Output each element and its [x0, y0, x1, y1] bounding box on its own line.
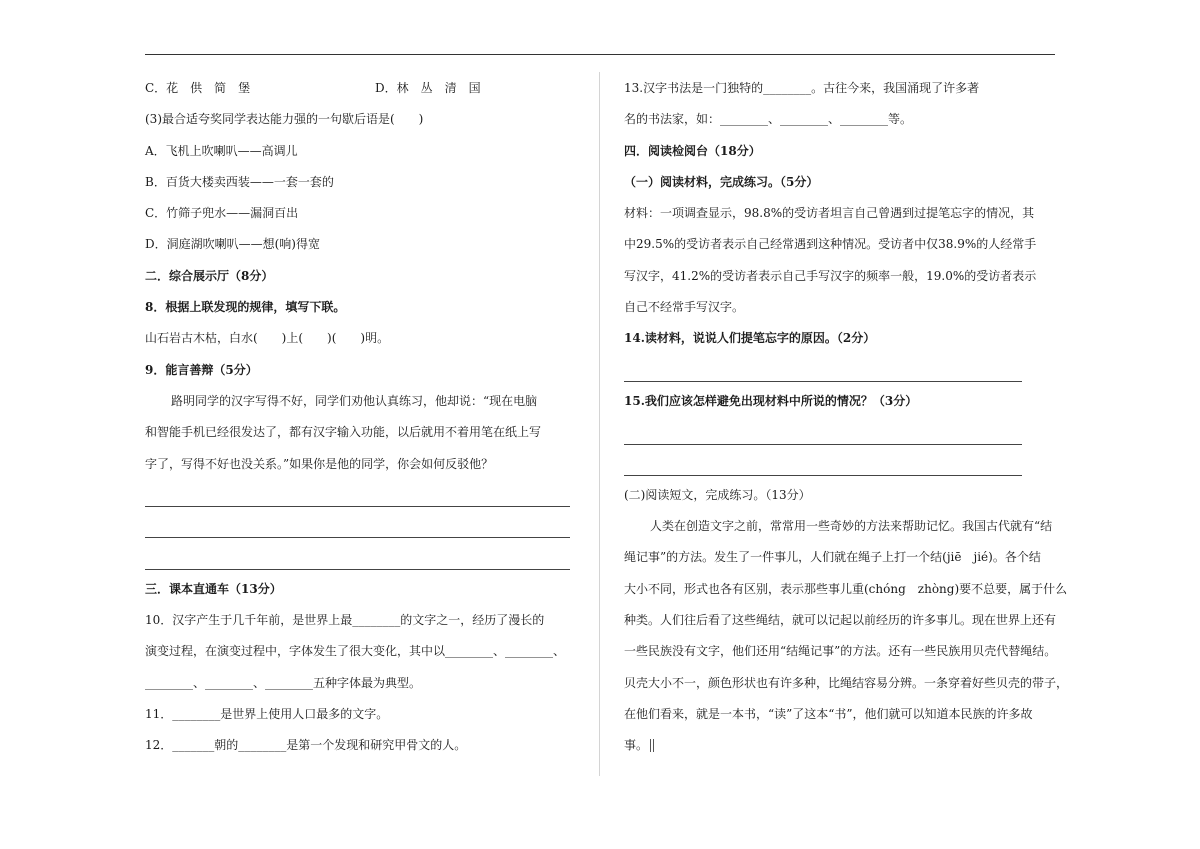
q10-line: ________、________、________五种字体最为典型。: [145, 675, 422, 690]
passage-line: 一些民族没有文字，他们还用“结绳记事”的方法。还有一些民族用贝壳代替绳结。: [624, 644, 1057, 659]
q3-prompt: (3)最合适夸奖同学表达能力强的一句歇后语是( ): [145, 112, 424, 127]
q3-option-b: B．百货大楼卖西装——一套一套的: [145, 174, 334, 189]
q9-paragraph-line: 字了，写得不好也没关系。”如果你是他的同学，你会如何反驳他？: [145, 456, 494, 471]
q11: 11．________是世界上使用人口最多的文字。: [145, 706, 389, 721]
q8-title: 8．根据上联发现的规律，填写下联。: [145, 300, 346, 315]
q7-options-cd: [145, 75, 575, 106]
passage-line: 贝壳大小不一，颜色形状也有许多种，比绳结容易分辨。一条穿着好些贝壳的带子，: [624, 675, 1069, 690]
section4-title: 四．阅读检阅台（18分）: [624, 143, 761, 158]
q9-answer-line[interactable]: [145, 544, 575, 575]
right-column: [624, 75, 1069, 764]
q15-answer-line[interactable]: [624, 451, 1056, 482]
q15-answer-line[interactable]: [624, 419, 1056, 450]
section2-title: 二．综合展示厅（8分）: [145, 268, 274, 283]
part1-title: （一）阅读材料，完成练习。（5分）: [624, 174, 819, 189]
text-cursor: [650, 739, 651, 752]
passage-line: 人类在创造文字之前，常常用一些奇妙的方法来帮助记忆。我国古代就有“结: [650, 519, 1053, 534]
q3-option-c: C．竹筛子兜水——漏洞百出: [145, 206, 299, 221]
q13-line: 13.汉字书法是一门独特的________。古往今来，我国涌现了许多著: [624, 81, 980, 95]
q3-option-a: A．飞机上吹喇叭——高调儿: [145, 143, 298, 158]
q10-line: 10．汉字产生于几千年前，是世界上最________的文字之一，经历了漫长的: [145, 613, 545, 628]
passage-line-text: 事。: [624, 738, 649, 753]
q9-title: 9．能言善辩（5分）: [145, 362, 258, 377]
passage-line: 大小不同，形式也各有区别，表示那些事儿重(chóng zhòng)要不总要，属于什么: [624, 581, 1068, 596]
header-rule: [145, 54, 1055, 55]
material-line: 材料：一项调查显示，98.8%的受访者坦言自己曾遇到过提笔忘字的情况，其: [624, 206, 1035, 221]
material-line: 中29.5%的受访者表示自己经常遇到这种情况。受访者中仅38.9%的人经常手: [624, 237, 1037, 252]
material-line: 自己不经常手写汉字。: [624, 300, 745, 315]
q14: 14.读材料，说说人们提笔忘字的原因。（2分）: [624, 331, 876, 346]
text-cursor: [653, 739, 654, 752]
q3-option-d: D．洞庭湖吹喇叭——想(响)得宽: [145, 237, 320, 252]
q9-paragraph-line: 路明同学的汉字写得不好，同学们劝他认真练习，他却说：“现在电脑: [171, 393, 538, 408]
q14-answer-line[interactable]: [624, 357, 1056, 388]
section3-title: 三．课本直通车（13分）: [145, 581, 282, 596]
q10-line: 演变过程，在演变过程中，字体发生了很大变化，其中以________、________、: [145, 644, 566, 659]
passage-line: 绳记事”的方法。发生了一件事儿，人们就在绳子上打一个结(jiē jié)。各个结: [624, 550, 1041, 565]
material-line: 写汉字，41.2%的受访者表示自己手写汉字的频率一般，19.0%的受访者表示: [624, 268, 1037, 283]
q12: 12．_______朝的________是第一个发现和研究甲骨文的人。: [145, 738, 467, 753]
passage-line: 种类。人们往后看了这些绳结，就可以记起以前经历的许多事儿。现在世界上还有: [624, 613, 1057, 628]
part2-title: (二)阅读短文，完成练习。（13分）: [624, 487, 811, 502]
column-divider: [599, 72, 600, 776]
left-column: [145, 75, 575, 764]
q9-answer-line[interactable]: [145, 513, 575, 544]
option-c: C．花 供 简 堡: [145, 81, 251, 95]
q9-answer-line[interactable]: [145, 482, 575, 513]
q13-line: 名的书法家，如：________、________、________等。: [624, 112, 913, 127]
passage-line: 在他们看来，就是一本书，“读”了这本“书”，他们就可以知道本民族的许多故: [624, 706, 1033, 721]
option-d: D．林 丛 清 国: [375, 81, 481, 95]
passage-last-line[interactable]: [624, 732, 1056, 763]
q8-text: 山石岩古木枯，白水( )上( )( )明。: [145, 331, 390, 346]
q9-paragraph-line: 和智能手机已经很发达了，都有汉字输入功能，以后就用不着用笔在纸上写: [145, 425, 542, 440]
q15: 15.我们应该怎样避免出现材料中所说的情况？（3分）: [624, 393, 918, 408]
